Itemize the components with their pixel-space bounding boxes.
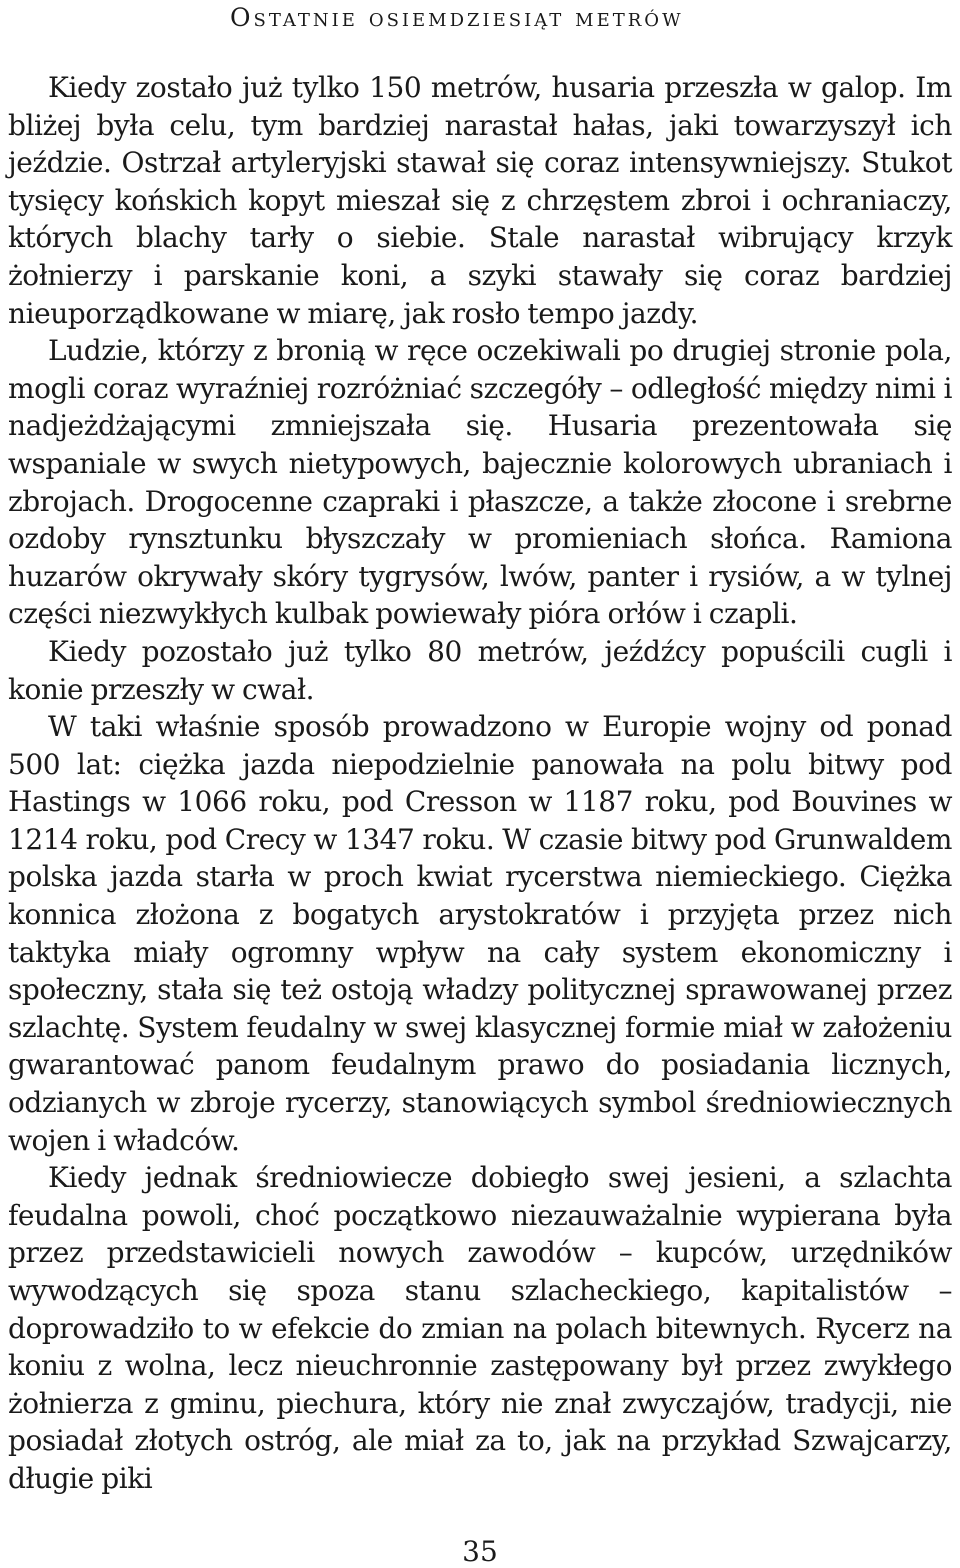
running-head: Ostatnie osiemdziesiąt metrów [230,3,684,32]
paragraph: Kiedy zostało już tylko 150 metrów, husaria przeszła w galop. Im bliżej była celu, tym bardziej narastał hałas, jaki towarzyszył ich jeździe. Ostrzał artyleryjski stawał się coraz intensywniejszy. Stukot tysięcy końskich kopyt mieszał się z chrzęstem zbroi i ochraniaczy, których blachy tarły o siebie. Stale narastał wibrujący krzyk żołnierzy i parskanie koni, a szyki stawały się coraz bardziej nieuporządkowane w miarę, jak rosło tempo jazdy. [8,71,952,330]
paragraph: Kiedy pozostało już tylko 80 metrów, jeźdźcy popuścili cugli i konie przeszły w cwał. [8,634,952,706]
paragraph: W taki właśnie sposób prowadzono w Europie wojny od ponad 500 lat: ciężka jazda niepodzielnie panowała na polu bitwy pod Hastings w 1066 roku, pod Cresson w 1187 roku, pod Bouvines w 1214 roku, pod Crecy w 1347 roku. W czasie bitwy pod Grunwaldem polska jazda starła w proch kwiat rycerstwa niemieckiego. Ciężka konnica złożona z bogatych arystokratów i przyjęta przez nich taktyka miały ogromny wpływ na cały system ekonomiczny i społeczny, stała się też ostoją władzy politycznej sprawowanej przez szlachtę. System feudalny w swej klasycznej formie miał w założeniu gwarantować panom feudalnym prawo do posiadania licznych, odzianych w zbroje rycerzy, stanowiących symbol średniowiecznych wojen i władców. [8,710,952,1157]
page-number: 35 [462,1535,498,1568]
book-page [8,0,952,1568]
paragraph: Ludzie, którzy z bronią w ręce oczekiwali po drugiej stronie pola, mogli coraz wyraźniej rozróżniać szczegóły – odległość między nimi i nadjeżdżającymi zmniejszała się. Husaria prezentowała się wspaniale w swych nietypowych, bajecznie kolorowych ubraniach i zbrojach. Drogocenne czapraki i płaszcze, a także złocone i srebrne ozdoby rynsztunku błyszczały w promieniach słońca. Ramiona huzarów okrywały skóry tygrysów, lwów, panter i rysiów, a w tylnej części niezwykłych kulbak powiewały pióra orłów i czapli. [8,334,952,631]
body-text [8,69,952,1498]
paragraph: Kiedy jednak średniowiecze dobiegło swej jesieni, a szlachta feudalna powoli, choć początkowo niezauważalnie wypierana była przez przedstawicieli nowych zawodów – kupców, urzędników wywodzących się spoza stanu szlacheckiego, kapitalistów – doprowadziło to w efekcie do zmian na polach bitewnych. Rycerz na koniu z wolna, lecz nieuchronnie zastępowany był przez zwykłego żołnierza z gminu, piechura, który nie znał zwyczajów, tradycji, nie posiadał złotych ostróg, ale miał za to, jak na przykład Szwajcarzy, długie piki [8,1161,952,1495]
